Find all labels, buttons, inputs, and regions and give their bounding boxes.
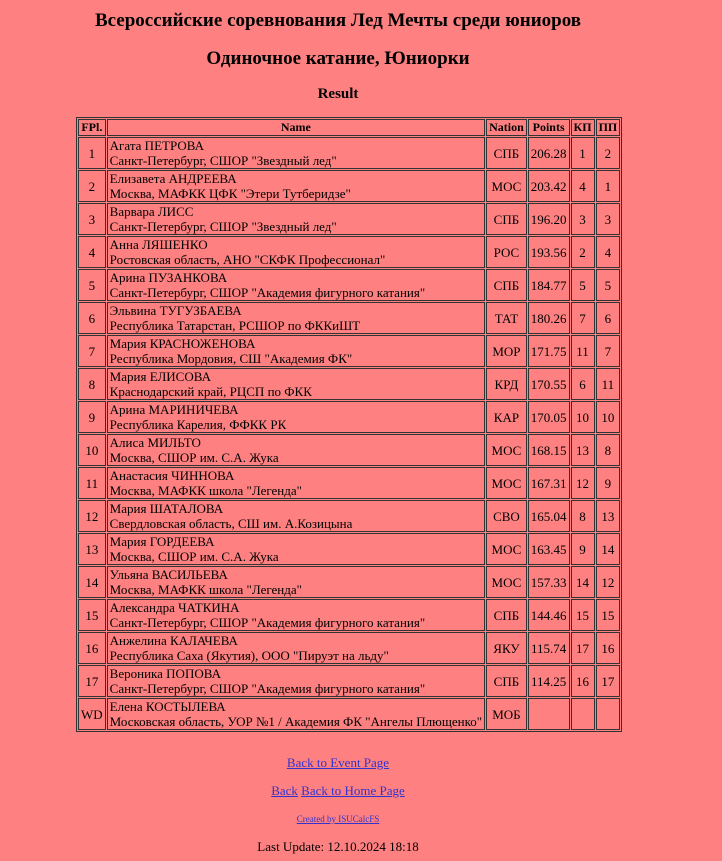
cell-nation: КАР: [486, 401, 527, 433]
table-row: [78, 401, 620, 433]
skater-club: Республика Саха (Якутия), ООО "Пируэт на льду": [109, 648, 389, 663]
cell-name: [107, 434, 485, 466]
cell-name: [107, 401, 485, 433]
cell-points: 196.20: [528, 203, 570, 235]
back-to-event-link[interactable]: Back to Event Page: [286, 755, 390, 770]
cell-points: 163.45: [528, 533, 570, 565]
cell-points: 193.56: [528, 236, 570, 268]
cell-nation: МОС: [486, 434, 527, 466]
cell-fs: 12: [596, 566, 621, 598]
cell-sp: 3: [571, 203, 595, 235]
cell-sp: 4: [571, 170, 595, 202]
skater-name: Вероника ПОПОВА: [109, 666, 221, 681]
cell-name: [107, 203, 485, 235]
skater-name: Ульяна ВАСИЛЬЕВА: [109, 567, 228, 582]
last-update: Last Update: 12.10.2024 18:18: [257, 839, 419, 854]
cell-fs: 8: [596, 434, 621, 466]
cell-points: 165.04: [528, 500, 570, 532]
cell-sp: 15: [571, 599, 595, 631]
cell-fs: [596, 698, 621, 730]
cell-fs: 9: [596, 467, 621, 499]
cell-sp: 12: [571, 467, 595, 499]
skater-club: Свердловская область, СШ им. А.Козицына: [109, 516, 353, 531]
skater-name: Мария ГОРДЕЕВА: [109, 534, 215, 549]
cell-fpl: 8: [78, 368, 106, 400]
cell-points: 184.77: [528, 269, 570, 301]
table-row: [78, 467, 620, 499]
cell-fpl: 7: [78, 335, 106, 367]
cell-fpl: 12: [78, 500, 106, 532]
cell-sp: 10: [571, 401, 595, 433]
cell-nation: РОС: [486, 236, 527, 268]
cell-fpl: 9: [78, 401, 106, 433]
cell-fpl: 11: [78, 467, 106, 499]
cell-nation: СПБ: [486, 137, 527, 169]
cell-fpl: 2: [78, 170, 106, 202]
skater-club: Москва, МАФКК школа "Легенда": [109, 483, 302, 498]
cell-points: 170.05: [528, 401, 570, 433]
skater-name: Алиса МИЛЬТО: [109, 435, 201, 450]
cell-points: 168.15: [528, 434, 570, 466]
table-row: [78, 665, 620, 697]
cell-nation: ЯКУ: [486, 632, 527, 664]
back-to-home-link[interactable]: Back to Home Page: [301, 783, 405, 798]
skater-club: Санкт-Петербург, СШОР "Звездный лед": [109, 219, 337, 234]
table-row: [78, 566, 620, 598]
cell-name: [107, 137, 485, 169]
cell-points: 170.55: [528, 368, 570, 400]
created-by-link[interactable]: Created by ISUCalcFS: [296, 814, 380, 824]
skater-name: Эльвина ТУГУЗБАЕВА: [109, 303, 242, 318]
cell-points: 203.42: [528, 170, 570, 202]
skater-club: Санкт-Петербург, СШОР "Академия фигурного катания": [109, 285, 426, 300]
skater-name: Арина ПУЗАНКОВА: [109, 270, 228, 285]
cell-sp: 2: [571, 236, 595, 268]
skater-name: Анастасия ЧИННОВА: [109, 468, 235, 483]
skater-club: Республика Татарстан, РСШОР по ФККиШТ: [109, 318, 361, 333]
cell-sp: 8: [571, 500, 595, 532]
cell-fs: 7: [596, 335, 621, 367]
cell-fs: 14: [596, 533, 621, 565]
table-row: [78, 335, 620, 367]
cell-fpl: 4: [78, 236, 106, 268]
cell-sp: 11: [571, 335, 595, 367]
table-row: [78, 500, 620, 532]
cell-name: [107, 665, 485, 697]
cell-fs: 5: [596, 269, 621, 301]
cell-points: 167.31: [528, 467, 570, 499]
cell-sp: 7: [571, 302, 595, 334]
cell-nation: МОС: [486, 170, 527, 202]
skater-name: Елена КОСТЫЛЕВА: [109, 699, 226, 714]
skater-club: Москва, МАФКК ЦФК "Этери Тутберидзе": [109, 186, 351, 201]
cell-nation: СПБ: [486, 203, 527, 235]
cell-sp: [571, 698, 595, 730]
cell-fpl: 13: [78, 533, 106, 565]
table-row: [78, 599, 620, 631]
cell-fpl: 3: [78, 203, 106, 235]
cell-name: [107, 302, 485, 334]
table-row: [78, 236, 620, 268]
table-row: [78, 632, 620, 664]
cell-points: 114.25: [528, 665, 570, 697]
page-title: Всероссийские соревнования Лед Мечты среди юниоров: [94, 10, 582, 31]
cell-fpl: 17: [78, 665, 106, 697]
cell-sp: 13: [571, 434, 595, 466]
col-nation: Nation: [486, 119, 527, 136]
cell-name: [107, 236, 485, 268]
cell-fpl: 1: [78, 137, 106, 169]
col-fs: ПП: [596, 119, 621, 136]
cell-nation: СПБ: [486, 269, 527, 301]
table-row: [78, 368, 620, 400]
cell-name: [107, 599, 485, 631]
cell-fpl: 16: [78, 632, 106, 664]
cell-fpl: WD: [78, 698, 106, 730]
skater-name: Анна ЛЯШЕНКО: [109, 237, 208, 252]
cell-fs: 11: [596, 368, 621, 400]
cell-fs: 10: [596, 401, 621, 433]
cell-name: [107, 269, 485, 301]
results-table: [76, 117, 622, 732]
back-link[interactable]: Back: [271, 783, 298, 798]
skater-club: Московская область, УОР №1 / Академия ФК "Ангелы Плющенко": [109, 714, 483, 729]
skater-name: Мария КРАСНОЖЕНОВА: [109, 336, 256, 351]
cell-sp: 17: [571, 632, 595, 664]
cell-points: 180.26: [528, 302, 570, 334]
section-title: Result: [317, 86, 359, 102]
home-link-line: [0, 783, 676, 799]
col-points: Points: [528, 119, 570, 136]
skater-name: Варвара ЛИСС: [109, 204, 194, 219]
cell-nation: ТАТ: [486, 302, 527, 334]
cell-name: [107, 170, 485, 202]
cell-points: 206.28: [528, 137, 570, 169]
cell-points: 115.74: [528, 632, 570, 664]
cell-fs: 4: [596, 236, 621, 268]
cell-fs: 17: [596, 665, 621, 697]
cell-fs: 2: [596, 137, 621, 169]
page-subtitle: Одиночное катание, Юниорки: [206, 48, 470, 69]
skater-club: Санкт-Петербург, СШОР "Академия фигурного катания": [109, 615, 426, 630]
skater-club: Ростовская область, АНО "СКФК Профессионал": [109, 252, 386, 267]
skater-club: Санкт-Петербург, СШОР "Академия фигурного катания": [109, 681, 426, 696]
table-row: [78, 533, 620, 565]
cell-name: [107, 335, 485, 367]
cell-points: 157.33: [528, 566, 570, 598]
skater-name: Арина МАРИНИЧЕВА: [109, 402, 239, 417]
table-row: [78, 302, 620, 334]
col-sp: КП: [571, 119, 595, 136]
cell-fs: 6: [596, 302, 621, 334]
col-name: Name: [107, 119, 485, 136]
cell-sp: 1: [571, 137, 595, 169]
skater-name: Александра ЧАТКИНА: [109, 600, 240, 615]
cell-sp: 14: [571, 566, 595, 598]
cell-name: [107, 698, 485, 730]
cell-name: [107, 467, 485, 499]
cell-name: [107, 368, 485, 400]
cell-nation: СВО: [486, 500, 527, 532]
cell-fs: 1: [596, 170, 621, 202]
cell-name: [107, 632, 485, 664]
table-row: [78, 434, 620, 466]
skater-name: Агата ПЕТРОВА: [109, 138, 204, 153]
col-fpl: FPl.: [78, 119, 106, 136]
skater-name: Мария ШАТАЛОВА: [109, 501, 224, 516]
cell-points: 144.46: [528, 599, 570, 631]
skater-name: Анжелина КАЛАЧЕВА: [109, 633, 238, 648]
cell-sp: 6: [571, 368, 595, 400]
cell-fs: 15: [596, 599, 621, 631]
table-row: [78, 269, 620, 301]
skater-club: Москва, СШОР им. С.А. Жука: [109, 549, 279, 564]
cell-fs: 3: [596, 203, 621, 235]
cell-fpl: 6: [78, 302, 106, 334]
cell-name: [107, 566, 485, 598]
cell-points: [528, 698, 570, 730]
created-by-line: [0, 814, 676, 824]
skater-club: Республика Мордовия, СШ "Академия ФК": [109, 351, 353, 366]
skater-club: Краснодарский край, РЦСП по ФКК: [109, 384, 312, 399]
table-row: [78, 698, 620, 730]
cell-points: 171.75: [528, 335, 570, 367]
skater-club: Москва, СШОР им. С.А. Жука: [109, 450, 279, 465]
cell-sp: 9: [571, 533, 595, 565]
cell-fpl: 5: [78, 269, 106, 301]
skater-club: Санкт-Петербург, СШОР "Звездный лед": [109, 153, 337, 168]
cell-sp: 16: [571, 665, 595, 697]
event-link-line: [0, 755, 676, 771]
table-header-row: [78, 119, 620, 136]
cell-name: [107, 500, 485, 532]
cell-fpl: 10: [78, 434, 106, 466]
cell-name: [107, 533, 485, 565]
cell-fpl: 14: [78, 566, 106, 598]
cell-nation: МОС: [486, 533, 527, 565]
cell-nation: МОС: [486, 566, 527, 598]
cell-nation: МОБ: [486, 698, 527, 730]
table-row: [78, 170, 620, 202]
table-row: [78, 203, 620, 235]
cell-fs: 16: [596, 632, 621, 664]
cell-nation: СПБ: [486, 599, 527, 631]
skater-name: Елизавета АНДРЕЕВА: [109, 171, 237, 186]
cell-nation: МОР: [486, 335, 527, 367]
cell-nation: СПБ: [486, 665, 527, 697]
cell-fs: 13: [596, 500, 621, 532]
cell-sp: 5: [571, 269, 595, 301]
skater-club: Москва, МАФКК школа "Легенда": [109, 582, 302, 597]
cell-nation: КРД: [486, 368, 527, 400]
skater-name: Мария ЕЛИСОВА: [109, 369, 211, 384]
table-row: [78, 137, 620, 169]
cell-fpl: 15: [78, 599, 106, 631]
skater-club: Республика Карелия, ФФКК РК: [109, 417, 287, 432]
cell-nation: МОС: [486, 467, 527, 499]
